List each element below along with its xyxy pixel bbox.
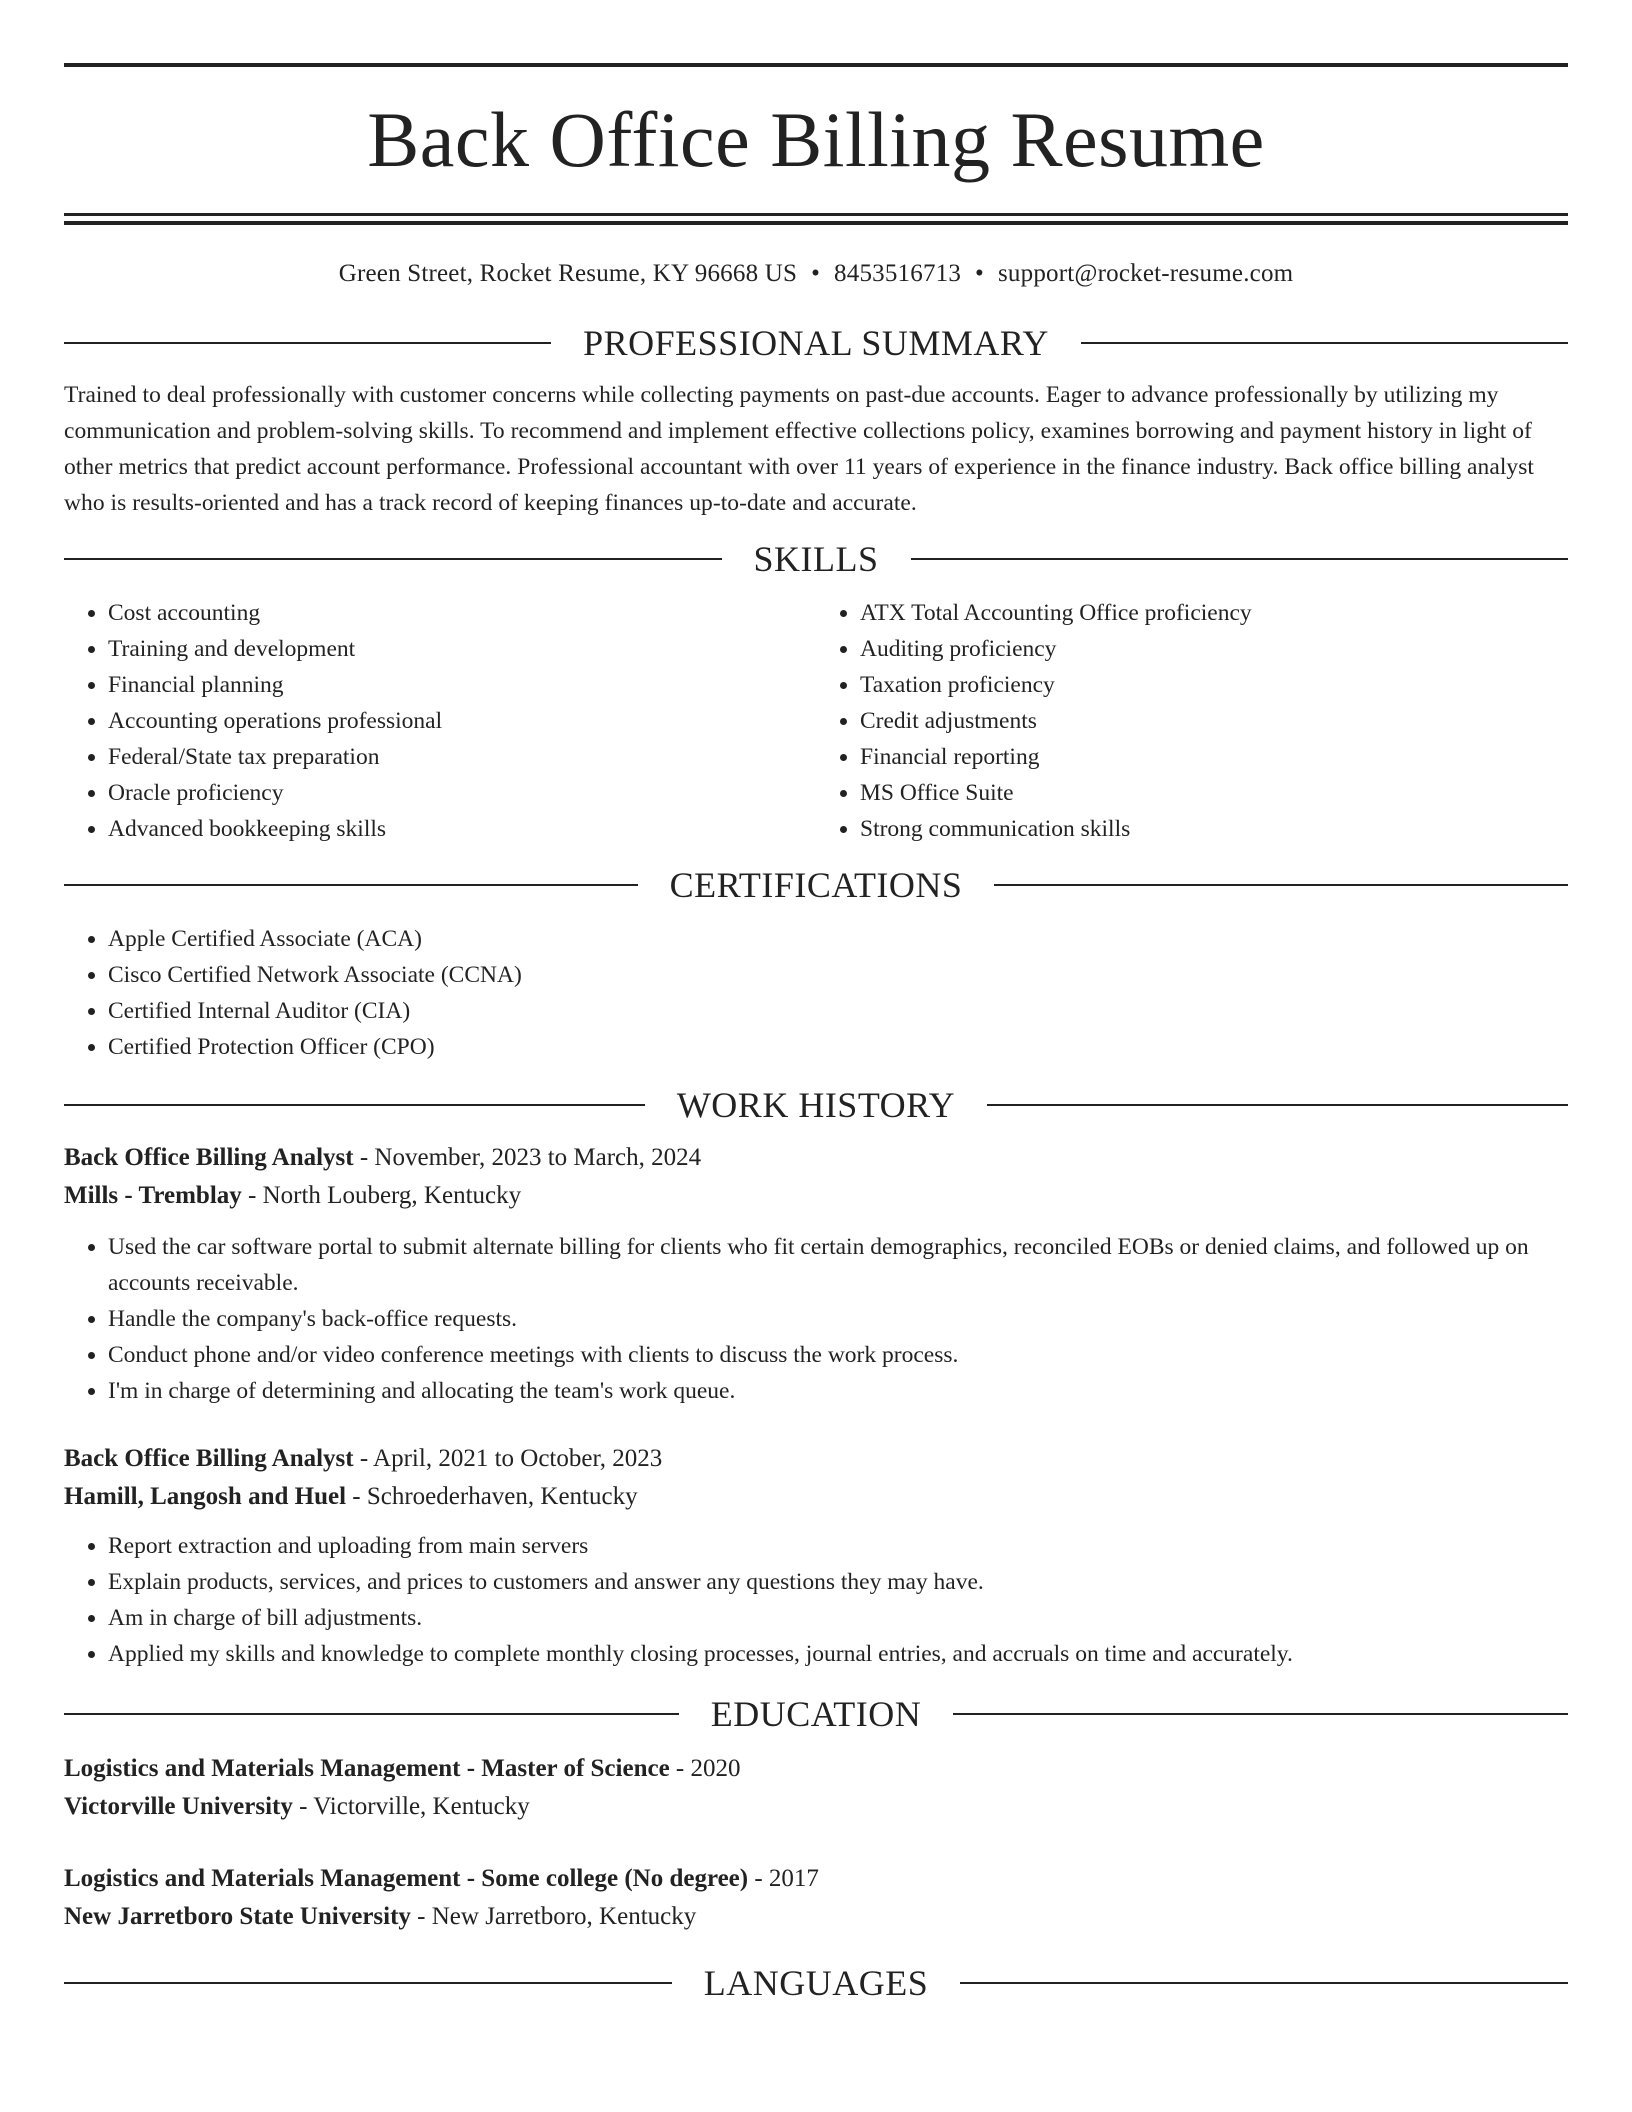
skill-item: • Credit adjustments xyxy=(860,703,1568,739)
skill-item: • Accounting operations professional xyxy=(108,703,816,739)
section-divider xyxy=(64,558,722,560)
section-title: CERTIFICATIONS xyxy=(669,865,963,905)
section-title: SKILLS xyxy=(753,539,879,579)
job-company-line xyxy=(64,1478,1568,1516)
certification-item: • Certified Internal Auditor (CIA) xyxy=(108,993,1568,1029)
certifications-list xyxy=(64,921,1568,1065)
section-divider xyxy=(1081,342,1568,344)
section-divider xyxy=(64,1713,679,1715)
contact-address: Green Street, Rocket Resume, KY 96668 US xyxy=(338,260,798,287)
education-school: New Jarretboro State University xyxy=(64,1903,411,1930)
job-entry xyxy=(64,1440,1568,1672)
job-dates: - April, 2021 to October, 2023 xyxy=(353,1445,663,1472)
skills-column-left xyxy=(64,595,816,847)
section-divider xyxy=(64,1104,645,1106)
certifications-section-header xyxy=(64,863,1568,907)
section-divider xyxy=(64,884,638,886)
job-company: Hamill, Langosh and Huel xyxy=(64,1483,347,1510)
education-degree-line xyxy=(64,1750,1568,1788)
skill-item: • Training and development xyxy=(108,631,816,667)
job-duties-list xyxy=(64,1528,1568,1672)
skills-grid xyxy=(64,595,1568,847)
top-rule xyxy=(64,63,1568,67)
skill-item: • Federal/State tax preparation xyxy=(108,739,816,775)
contact-separator: • xyxy=(975,260,984,287)
contact-phone: 8453516713 xyxy=(834,260,962,287)
skill-item: • Auditing proficiency xyxy=(860,631,1568,667)
job-duty-item: • Applied my skills and knowledge to complete monthly closing processes, journal entries, and accruals on time and accurately. xyxy=(108,1636,1568,1672)
job-duty-item: • Am in charge of bill adjustments. xyxy=(108,1600,1568,1636)
education-location: - New Jarretboro, Kentucky xyxy=(410,1903,697,1930)
skill-item: • ATX Total Accounting Office proficiency xyxy=(860,595,1568,631)
title-double-rule xyxy=(64,213,1568,225)
section-divider xyxy=(994,884,1568,886)
certification-item: • Certified Protection Officer (CPO) xyxy=(108,1029,1568,1065)
skills-column-right xyxy=(816,595,1568,847)
job-location: - Schroederhaven, Kentucky xyxy=(346,1483,638,1510)
education-year: - 2017 xyxy=(748,1865,819,1892)
education-school-line xyxy=(64,1788,1568,1826)
job-company: Mills - Tremblay xyxy=(64,1182,242,1209)
certification-item: • Cisco Certified Network Associate (CCNA) xyxy=(108,957,1568,993)
job-entry xyxy=(64,1139,1568,1409)
education-entry xyxy=(64,1750,1568,1826)
education-degree: Logistics and Materials Management - Some college (No degree) xyxy=(64,1865,749,1892)
section-divider xyxy=(911,558,1569,560)
education-section-header xyxy=(64,1692,1568,1736)
job-title: Back Office Billing Analyst xyxy=(64,1445,354,1472)
skill-item: • Strong communication skills xyxy=(860,811,1568,847)
education-year: - 2020 xyxy=(669,1755,741,1782)
section-divider xyxy=(64,1982,672,1984)
job-title-line xyxy=(64,1440,1568,1478)
languages-section-header xyxy=(64,1961,1568,2005)
summary-section-header xyxy=(64,321,1568,365)
job-duty-item: • Conduct phone and/or video conference meetings with clients to discuss the work process. xyxy=(108,1337,1568,1373)
skill-item: • Advanced bookkeeping skills xyxy=(108,811,816,847)
job-title-line xyxy=(64,1139,1568,1177)
job-duties-list xyxy=(64,1229,1568,1409)
resume-title: Back Office Billing Resume xyxy=(367,96,1265,183)
education-school: Victorville University xyxy=(64,1793,293,1820)
resume-page xyxy=(64,0,1568,2005)
education-location: - Victorville, Kentucky xyxy=(292,1793,530,1820)
skills-section-header xyxy=(64,537,1568,581)
job-duty-item: • Handle the company's back-office requests. xyxy=(108,1301,1568,1337)
contact-line xyxy=(64,259,1568,289)
job-dates: - November, 2023 to March, 2024 xyxy=(353,1144,702,1171)
contact-separator: • xyxy=(811,260,821,287)
contact-email[interactable]: support@rocket-resume.com xyxy=(998,260,1294,287)
job-duty-item: • Explain products, services, and prices to customers and answer any questions they may have. xyxy=(108,1564,1568,1600)
certification-item: • Apple Certified Associate (ACA) xyxy=(108,921,1568,957)
section-title: PROFESSIONAL SUMMARY xyxy=(583,323,1049,363)
education-degree-line xyxy=(64,1860,1568,1898)
job-duty-item: • Report extraction and uploading from main servers xyxy=(108,1528,1568,1564)
summary-text: Trained to deal professionally with customer concerns while collecting payments on past-due accounts. Eager to advance professionally by utilizing my communication and problem-solving skills. To recommend and implement effective collections policy, examines borrowing and payment history in light of other metrics that predict account performance. Professional accountant with over 11 years of experience in the finance industry. Back office billing analyst who is results-oriented and has a track record of keeping finances up-to-date and accurate. xyxy=(64,382,1534,516)
section-title: LANGUAGES xyxy=(703,1963,929,2003)
work-history-section-header xyxy=(64,1083,1568,1127)
education-degree: Logistics and Materials Management - Master of Science xyxy=(64,1755,670,1782)
section-divider xyxy=(953,1713,1568,1715)
section-divider xyxy=(64,342,551,344)
skill-item: • Oracle proficiency xyxy=(108,775,816,811)
skill-item: • Cost accounting xyxy=(108,595,816,631)
job-duty-item: • I'm in charge of determining and allocating the team's work queue. xyxy=(108,1373,1568,1409)
skill-item: • Taxation proficiency xyxy=(860,667,1568,703)
section-title: EDUCATION xyxy=(710,1694,922,1734)
job-location: - North Louberg, Kentucky xyxy=(241,1182,522,1209)
section-title: WORK HISTORY xyxy=(676,1085,956,1125)
job-company-line xyxy=(64,1177,1568,1215)
job-duty-item: • Used the car software portal to submit alternate billing for clients who fit certain demographics, reconciled EOBs or denied claims, and followed up on accounts receivable. xyxy=(108,1229,1568,1301)
section-divider xyxy=(960,1982,1568,1984)
job-title: Back Office Billing Analyst xyxy=(64,1144,354,1171)
section-divider xyxy=(987,1104,1568,1106)
education-school-line xyxy=(64,1898,1568,1936)
skill-item: • Financial reporting xyxy=(860,739,1568,775)
skill-item: • Financial planning xyxy=(108,667,816,703)
education-entry xyxy=(64,1860,1568,1936)
skill-item: • MS Office Suite xyxy=(860,775,1568,811)
